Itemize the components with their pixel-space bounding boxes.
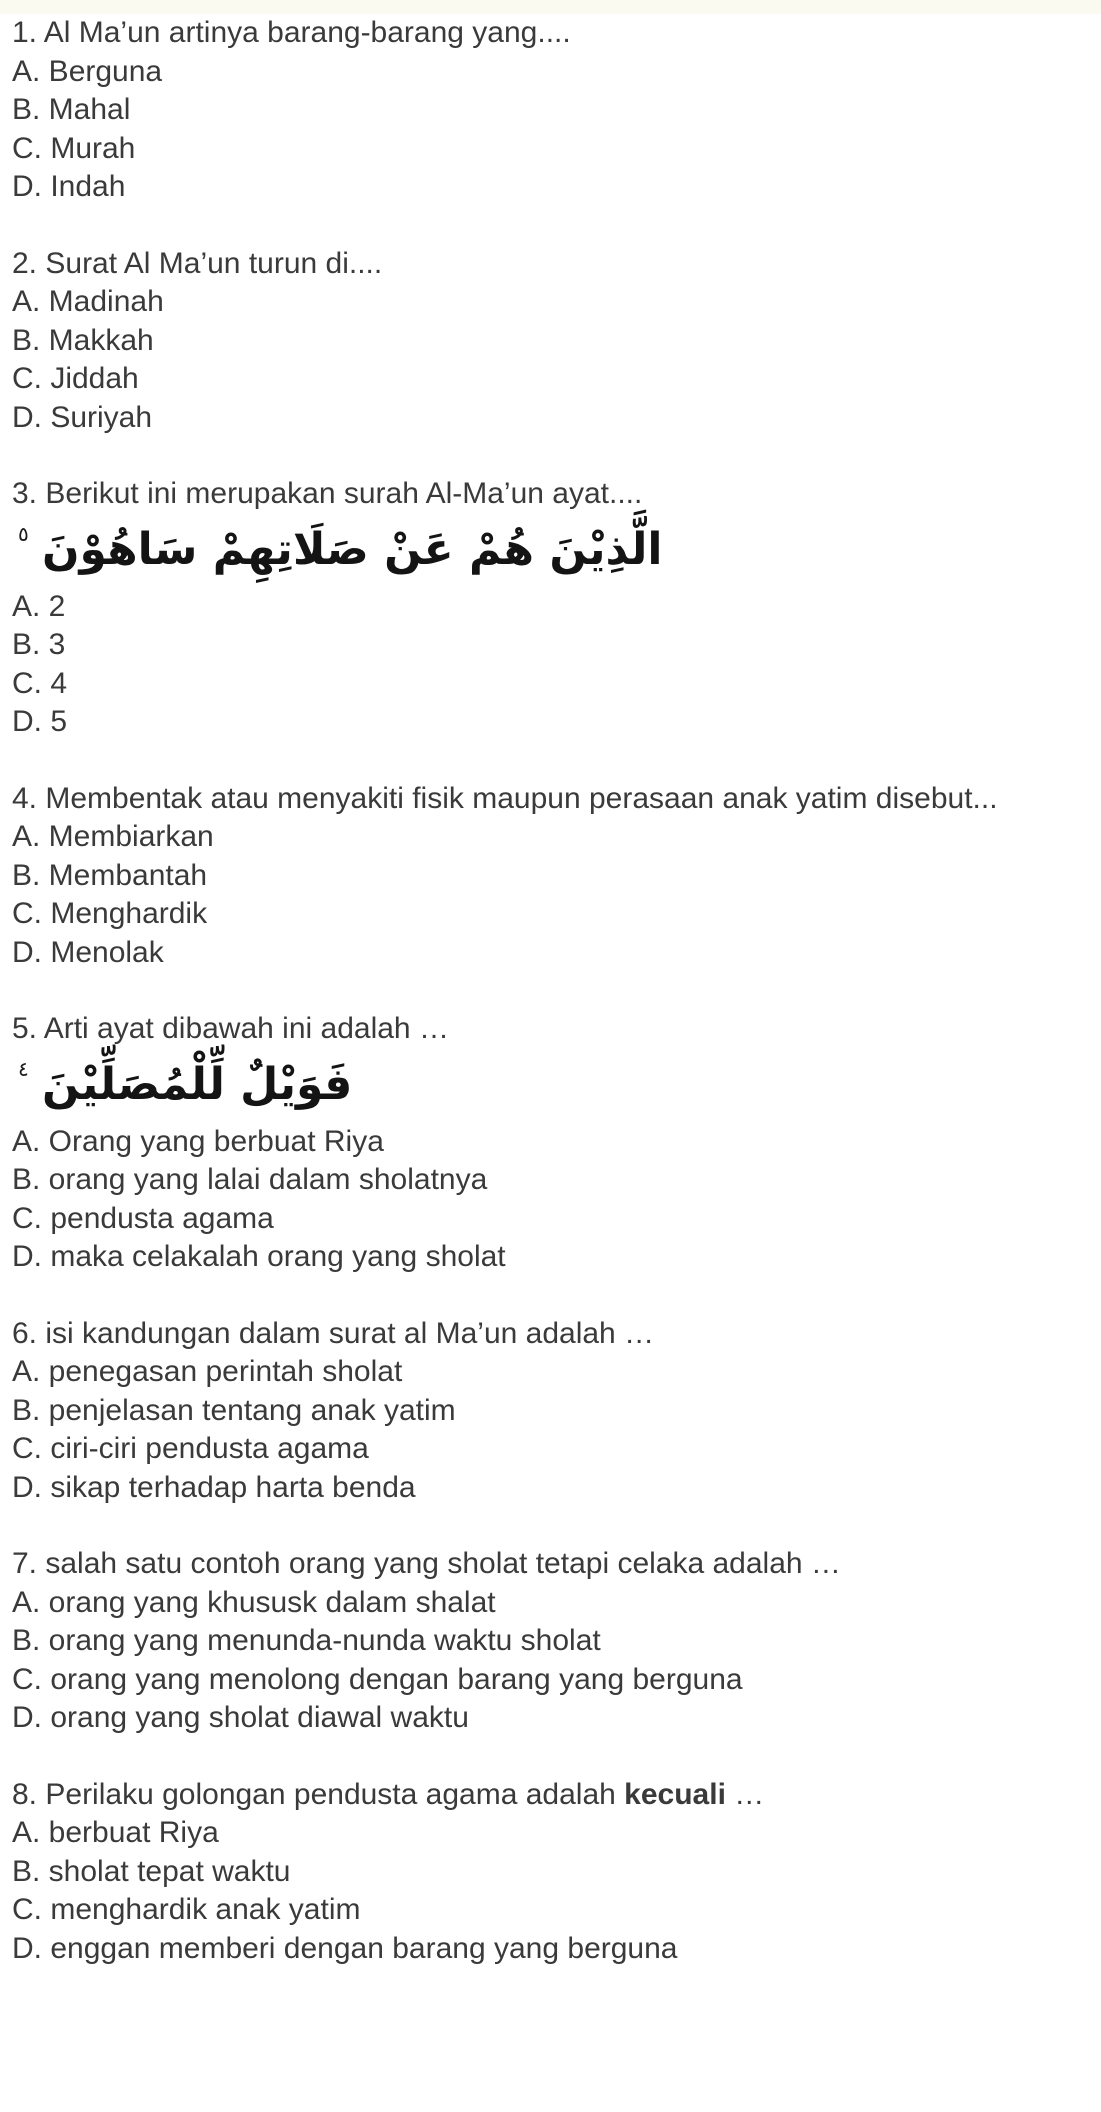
option-b: B. Mahal [12, 93, 131, 126]
option-b: B. orang yang menunda-nunda waktu sholat [12, 1624, 601, 1657]
arabic-verse-text: الَّذِيْنَ هُمْ عَنْ صَلَاتِهِمْ سَاهُوْنَ [42, 523, 663, 575]
option-d: D. Indah [12, 170, 126, 203]
question-text: Arti ayat dibawah ini adalah … [43, 1012, 449, 1045]
option-b: B. Membantah [12, 858, 208, 892]
option-d: D. sikap terhadap harta benda [12, 1470, 416, 1504]
option-a: A. Orang yang berbuat Riya [12, 1124, 384, 1158]
question-text: Membentak atau menyakiti fisik maupun perasaan anak yatim disebut... [45, 781, 998, 815]
question-text: salah satu contoh orang yang sholat tetapi celaka adalah … [45, 1547, 841, 1580]
option-c: C. Menghardik [12, 897, 208, 930]
option-b: B. 3 [12, 628, 66, 661]
option-a: A. berbuat Riya [12, 1816, 219, 1849]
ayah-number: ٥ [18, 521, 29, 546]
option-c: C. menghardik anak yatim [12, 1893, 361, 1926]
option-a: A. penegasan perintah sholat [12, 1355, 403, 1388]
option-d: D. orang yang sholat diawal waktu [12, 1701, 469, 1734]
question-number: 8. [12, 1777, 38, 1811]
question-number: 4. [12, 781, 38, 815]
question-5 [12, 1010, 1101, 1277]
question-4 [12, 780, 1101, 973]
question-number: 1. [12, 16, 38, 49]
question-text: Surat Al Ma’un turun di.... [45, 246, 383, 280]
option-d: D. maka celakalah orang yang sholat [12, 1240, 506, 1273]
option-a: A. Membiarkan [12, 820, 214, 853]
question-number: 5. [12, 1012, 38, 1045]
question-stem [12, 475, 1101, 514]
option-a: A. 2 [12, 589, 66, 623]
option-d: D. enggan memberi dengan barang yang berguna [12, 1931, 678, 1965]
option-d: D. 5 [12, 705, 68, 738]
option-c: C. pendusta agama [12, 1201, 274, 1235]
option-a: A. orang yang khususk dalam shalat [12, 1585, 496, 1619]
top-strip [0, 0, 1101, 14]
option-c: C. ciri-ciri pendusta agama [12, 1432, 369, 1465]
option-c: C. orang yang menolong dengan barang yang berguna [12, 1662, 743, 1696]
question-text: Al Ma’un artinya barang-barang yang.... [43, 16, 571, 49]
ayah-number: ٤ [18, 1056, 29, 1081]
question-stem [12, 780, 1101, 819]
question-stem [12, 1776, 1101, 1815]
option-c: C. Murah [12, 131, 136, 165]
question-stem [12, 1545, 1101, 1584]
option-d: D. Suriyah [12, 400, 153, 434]
question-number: 7. [12, 1547, 38, 1580]
question-8 [12, 1776, 1101, 1969]
question-text: Berikut ini merupakan surah Al-Ma’un ayat.... [45, 477, 643, 510]
arabic-verse [12, 1049, 1101, 1123]
option-b: B. orang yang lalai dalam sholatnya [12, 1163, 488, 1196]
question-stem [12, 245, 1101, 284]
question-text: Perilaku golongan pendusta agama adalah [45, 1777, 616, 1811]
question-stem [12, 14, 1101, 53]
option-b: B. penjelasan tentang anak yatim [12, 1393, 456, 1427]
question-6 [12, 1315, 1101, 1508]
arabic-verse [12, 514, 1101, 588]
question-text-end: … [734, 1777, 765, 1811]
question-2 [12, 245, 1101, 438]
quiz-document [12, 14, 1101, 2006]
question-stem [12, 1010, 1101, 1049]
option-b: B. Makkah [12, 323, 154, 357]
arabic-verse-text: فَوَيْلٌ لِّلْمُصَلِّيْنَ [42, 1058, 353, 1110]
question-text: isi kandungan dalam surat al Ma’un adalah … [45, 1316, 655, 1350]
question-3 [12, 475, 1101, 742]
question-number: 2. [12, 246, 38, 280]
question-number: 6. [12, 1316, 38, 1350]
question-stem [12, 1315, 1101, 1354]
option-c: C. 4 [12, 666, 68, 700]
option-b: B. sholat tepat waktu [12, 1854, 291, 1888]
option-c: C. Jiddah [12, 362, 139, 395]
option-d: D. Menolak [12, 935, 164, 969]
question-emphasis: kecuali [624, 1777, 726, 1811]
option-a: A. Madinah [12, 285, 164, 318]
question-1 [12, 14, 1101, 207]
option-a: A. Berguna [12, 54, 163, 88]
question-number: 3. [12, 477, 38, 510]
question-7 [12, 1545, 1101, 1738]
